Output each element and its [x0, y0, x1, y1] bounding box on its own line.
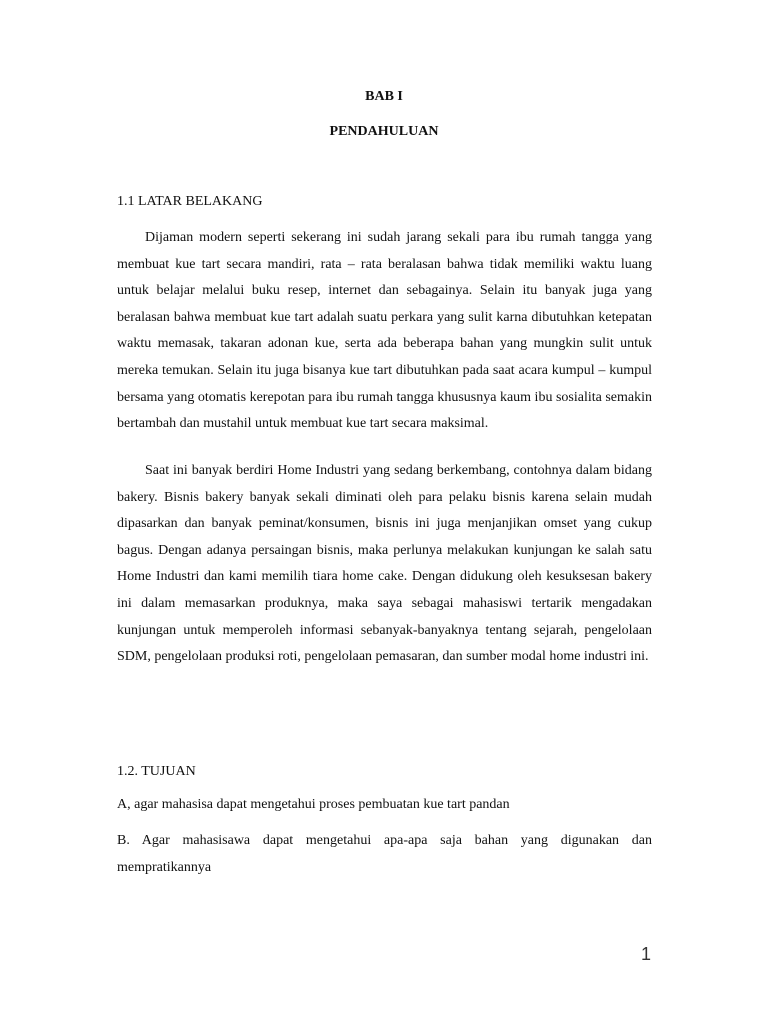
tujuan-item-b: B. Agar mahasisawa dapat mengetahui apa-apa saja bahan yang digunakan dan mempratikannya — [117, 833, 652, 875]
chapter-title: PENDAHULUAN — [329, 124, 439, 139]
paragraph-latar-belakang-2: Saat ini banyak berdiri Home Industri yang sedang berkembang, contohnya dalam bidang bakery. Bisnis bakery banyak sekali diminati oleh para pelaku bisnis karena selain mudah dipasarkan dan banyak peminat/konsumen, bisnis ini juga menjanjikan omset yang cukup bagus. Dengan adanya persaingan bisnis, maka perlunya melakukan kunjungan ke salah satu Home Industri dan kami memilih tiara home cake. Dengan didukung oleh kesuksesan bakery ini dalam memasarkan produknya, maka saya sebagai mahasiswi tertarik mengadakan kunjungan untuk memperoleh informasi sebanyak-banyaknya tentang sejarah, pengelolaan SDM, pengelolaan produksi roti, pengelolaan pemasaran, dan sumber modal home industri ini. — [117, 463, 652, 665]
section-heading-latar-belakang: 1.1 LATAR BELAKANG — [117, 194, 263, 209]
tujuan-item-a: A, agar mahasisa dapat mengetahui proses pembuatan kue tart pandan — [117, 797, 510, 812]
chapter-label: BAB I — [365, 89, 403, 104]
paragraph-latar-belakang-1: Dijaman modern seperti sekerang ini sudah jarang sekali para ibu rumah tangga yang membuat kue tart secara mandiri, rata – rata beralasan bahwa tidak memiliki waktu luang untuk belajar melalui buku resep, internet dan sebagainya. Selain itu banyak juga yang beralasan bahwa membuat kue tart adalah suatu perkara yang sulit karna dibutuhkan ketepatan waktu memasak, takaran adonan kue, serta ada beberapa bahan yang mungkin sulit untuk mereka temukan. Selain itu juga bisanya kue tart dibutuhkan pada saat acara kumpul – kumpul bersama yang otomatis kerepotan para ibu rumah tangga khususnya kaum ibu sosialita semakin bertambah dan mustahil untuk membuat kue tart secara maksimal. — [117, 230, 652, 432]
page-number: 1 — [640, 944, 651, 964]
section-heading-tujuan: 1.2. TUJUAN — [117, 764, 196, 779]
